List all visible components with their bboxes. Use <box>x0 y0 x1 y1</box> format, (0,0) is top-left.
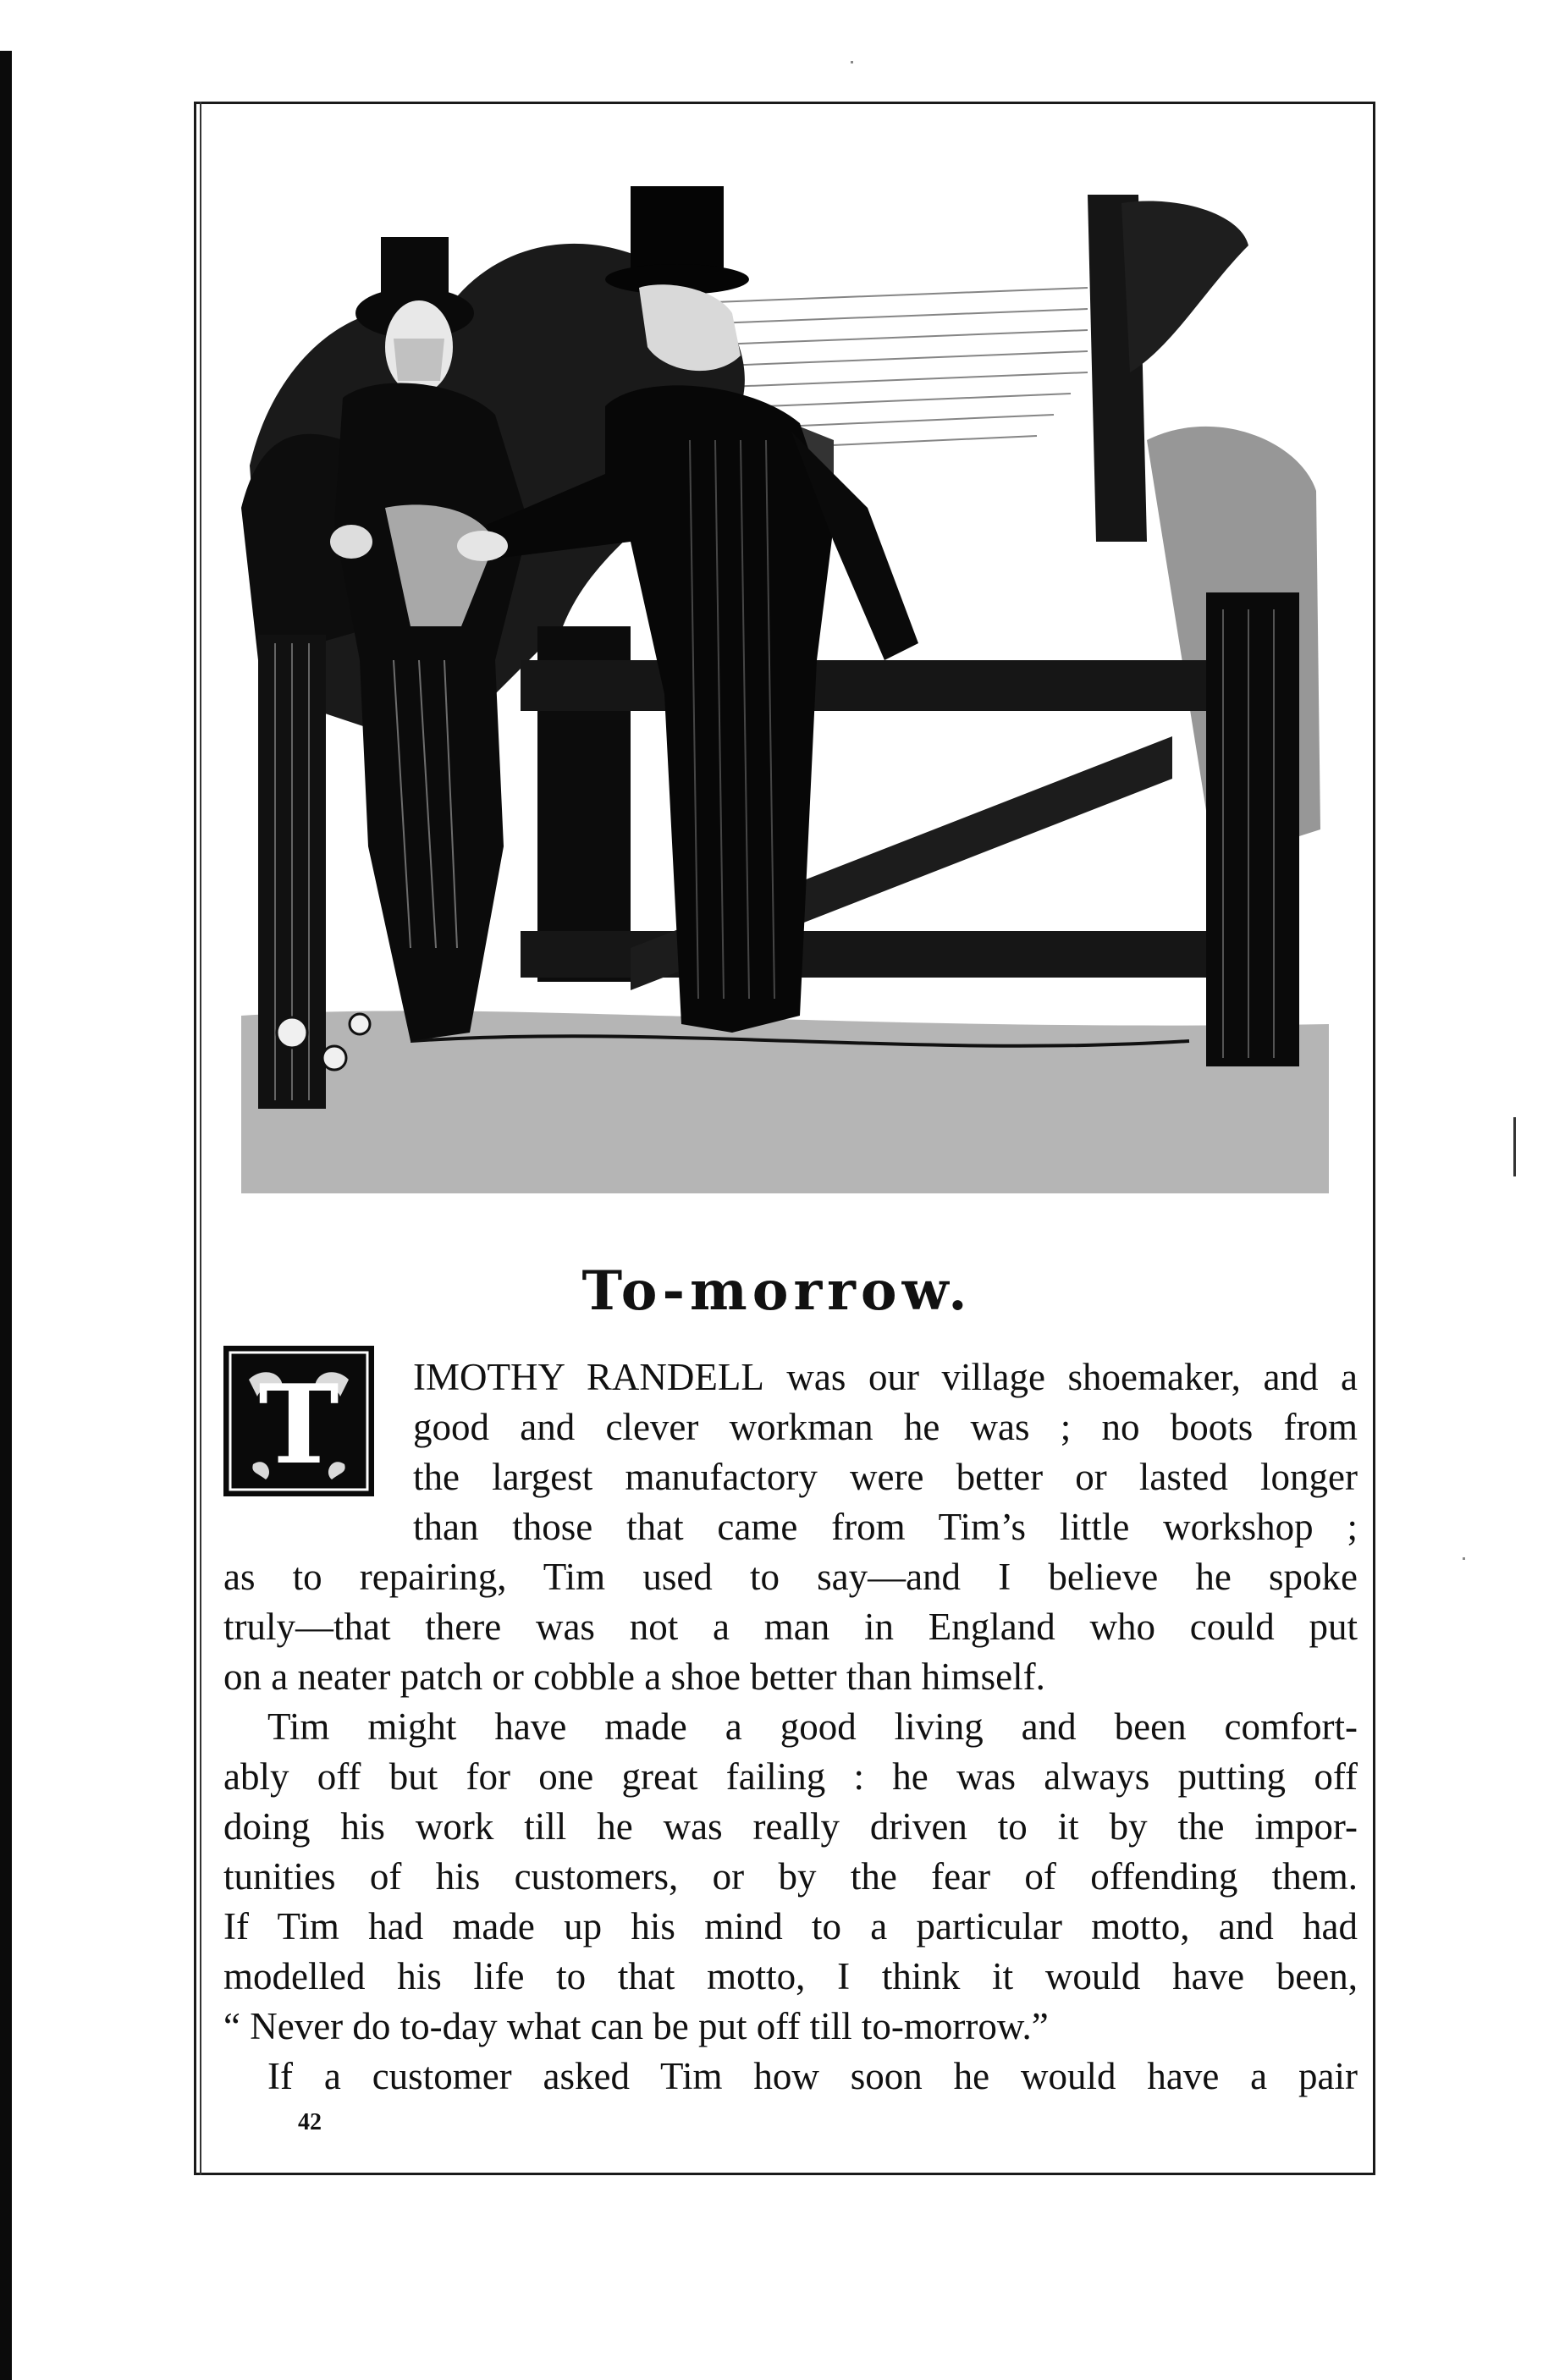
text-line-11: tunities of his customers, or by the fear of offending them. <box>223 1855 1358 1898</box>
page-number: 42 <box>298 2109 322 2135</box>
text-line-1: IMOTHY RANDELL was our village shoemaker, and a <box>413 1356 1358 1398</box>
text-line-4: than those that came from Tim’s little workshop ; <box>413 1506 1358 1548</box>
text-line-14: “ Never do to-day what can be put off till to-morrow.” <box>223 2005 1049 2047</box>
text-line-5: as to repairing, Tim used to say—and I believe he spoke <box>223 1556 1358 1598</box>
paper-mark <box>1513 1117 1516 1176</box>
text-line-10: doing his work till he was really driven to it by the impor- <box>223 1805 1358 1848</box>
decorated-dropcap <box>223 1346 374 1496</box>
book-spine-edge <box>0 51 12 2380</box>
svg-text:T: T <box>258 1362 339 1489</box>
text-line-13: modelled his life to that motto, I think it would have been, <box>223 1955 1358 1997</box>
text-line-9: ably off but for one great failing : he was always putting off <box>223 1755 1358 1798</box>
text-line-3: the largest manufactory were better or lasted longer <box>413 1456 1358 1498</box>
engraving-illustration <box>241 186 1329 1193</box>
text-line-7: on a neater patch or cobble a shoe better than himself. <box>223 1656 1045 1698</box>
page-border-inner-rule <box>200 102 201 2175</box>
text-line-2: good and clever workman he was ; no boots from <box>413 1406 1358 1448</box>
paper-speck <box>851 61 853 63</box>
text-line-12: If Tim had made up his mind to a particular motto, and had <box>223 1905 1358 1948</box>
text-line-8: Tim might have made a good living and been comfort- <box>267 1705 1358 1748</box>
paper-speck <box>1463 1557 1465 1560</box>
page-title: To-morrow. <box>581 1259 973 1323</box>
text-line-15: If a customer asked Tim how soon he would have a pair <box>267 2055 1358 2097</box>
text-line-6: truly—that there was not a man in England who could put <box>223 1606 1358 1648</box>
